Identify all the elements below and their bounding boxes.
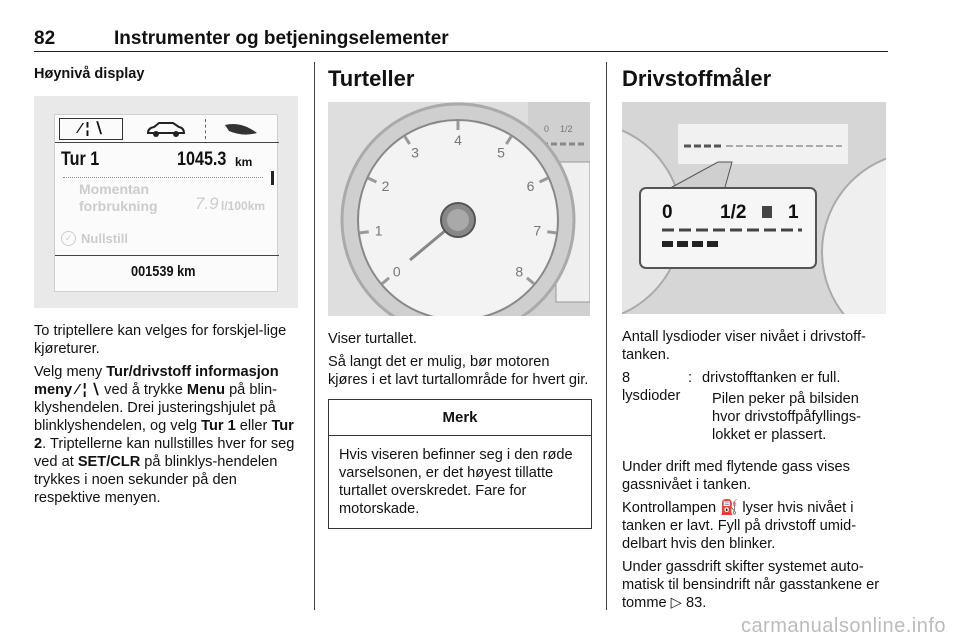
- paragraph: Under gassdrift skifter systemet auto-matisk til bensindrift når gasstankene er tomme ▷ 83.: [622, 559, 880, 611]
- column-left: [34, 62, 300, 512]
- section-heading: Drivstoffmåler: [622, 66, 772, 91]
- note-box: [328, 399, 592, 529]
- gauge-tick-label: 8: [515, 263, 524, 280]
- note-body: Hvis viseren befinner seg i den røde varselsonen, er det høyest tillatte turtallet overskredet. Fare for motorskade.: [339, 447, 573, 517]
- tachometer-illustration: [328, 102, 590, 316]
- note-title: Merk: [329, 400, 591, 436]
- column-divider: [606, 62, 607, 610]
- consumption-label-1: Momentan: [79, 181, 149, 197]
- gauge-tick-label: 3: [411, 144, 419, 161]
- gauge-tick-label: 6: [526, 178, 535, 195]
- scrollbar-indicator[interactable]: [271, 171, 274, 185]
- fuel-pump-icon: [762, 206, 772, 218]
- reset-label: Nullstill: [81, 231, 128, 246]
- odometer: 001539 km: [131, 263, 196, 280]
- gauge-tick-label: 4: [454, 132, 462, 148]
- gauge-tick-label: 5: [497, 144, 505, 161]
- paragraph: To triptellere kan velges for forskjel-lige kjøreturer.: [34, 323, 287, 357]
- def-colon: :: [688, 370, 693, 386]
- eco-leaf-icon: [223, 121, 259, 137]
- fuel-full-mark: 1: [788, 202, 799, 223]
- def-desc: drivstofftanken er full. Pilen peker på bilsiden hvor drivstoffpåfyllings-lokket er plassert.: [702, 369, 888, 444]
- trip-value: 1045.3: [177, 149, 227, 170]
- column-right: [622, 62, 888, 617]
- car-icon: [145, 120, 187, 138]
- consumption-value: 7.9: [195, 194, 219, 213]
- section-subtitle: Høynivå display: [34, 66, 145, 82]
- divider-dotted: [63, 177, 263, 178]
- fuel-warning-icon: ⛽: [720, 500, 739, 516]
- paragraph: Kontrollampen ⛽ lyser hvis nivået i tanken er lavt. Fyll på drivstoff umid-delbart hvis den blinker.: [622, 500, 857, 552]
- watermark: carmanualsonline.info: [740, 615, 946, 637]
- def-indent: Pilen peker på bilsiden hvor drivstoffpåfyllings-lokket er plassert.: [712, 391, 861, 443]
- tachometer-gauge: [328, 102, 590, 316]
- display-illustration: [34, 96, 298, 308]
- trip-label: Tur 1: [61, 149, 100, 170]
- svg-text:1/2: 1/2: [560, 124, 573, 134]
- definition-table: [622, 369, 888, 444]
- paragraph: Velg meny Tur/drivstoff informasjon meny ⁄ ¦ ∖ ved å trykke Menu på blin-klyshendelen. Drei justeringshjulet på blinklyshendelen, og velg Tur 1 eller Tur 2. Triptellerne kan nullstilles hver for seg ved at SET/CLR på blinklys-hendelen trykkes i noen sekunder på den respektive menyen.: [34, 364, 295, 506]
- gauge-tick-label: 2: [381, 178, 390, 195]
- column-divider: [314, 62, 315, 610]
- paragraph: Så langt det er mulig, bør motoren kjøres i et lavt turtallområde for hvert gir.: [328, 354, 589, 388]
- fuel-empty-mark: 0: [662, 202, 673, 223]
- gauge-tick: [547, 232, 556, 233]
- fuel-half-mark: 1/2: [720, 202, 747, 223]
- gauge-tick-label: 0: [392, 263, 401, 280]
- column-middle: [328, 62, 592, 529]
- tab-divider: [205, 119, 206, 139]
- display-tabs: [55, 115, 279, 143]
- display-divider: [55, 255, 279, 256]
- paragraph: Under drift med flytende gass vises gassnivået i tanken.: [622, 459, 850, 493]
- trip-info-icon: ⁄ ¦ ∖: [72, 382, 101, 398]
- def-term: 8 lysdioder: [622, 370, 681, 404]
- display-screen: [54, 114, 278, 292]
- page-title: Instrumenter og betjeningselementer: [114, 28, 449, 49]
- section-heading: Turteller: [328, 66, 415, 91]
- consumption-label-2: forbrukning: [79, 198, 158, 214]
- svg-text:0: 0: [544, 124, 550, 134]
- trip-info-tab-icon: ⁄ ¦ ∖: [59, 118, 123, 140]
- gauge-tick-label: 7: [533, 222, 542, 239]
- gauge-tick: [360, 232, 369, 233]
- gauge-tick-label: 1: [374, 222, 383, 239]
- consumption-unit: l/100km: [221, 199, 266, 213]
- check-icon: ✓: [61, 231, 76, 246]
- trip-unit: km: [235, 155, 253, 169]
- page-number: 82: [34, 28, 56, 49]
- paragraph: Viser turtallet.: [328, 331, 417, 347]
- paragraph: Antall lysdioder viser nivået i drivstoff-tanken.: [622, 329, 866, 363]
- page-header: [34, 28, 888, 52]
- page-reference[interactable]: 83: [685, 595, 703, 611]
- fuel-gauge-illustration: [622, 102, 886, 314]
- page-reference-icon: ▷: [670, 595, 682, 611]
